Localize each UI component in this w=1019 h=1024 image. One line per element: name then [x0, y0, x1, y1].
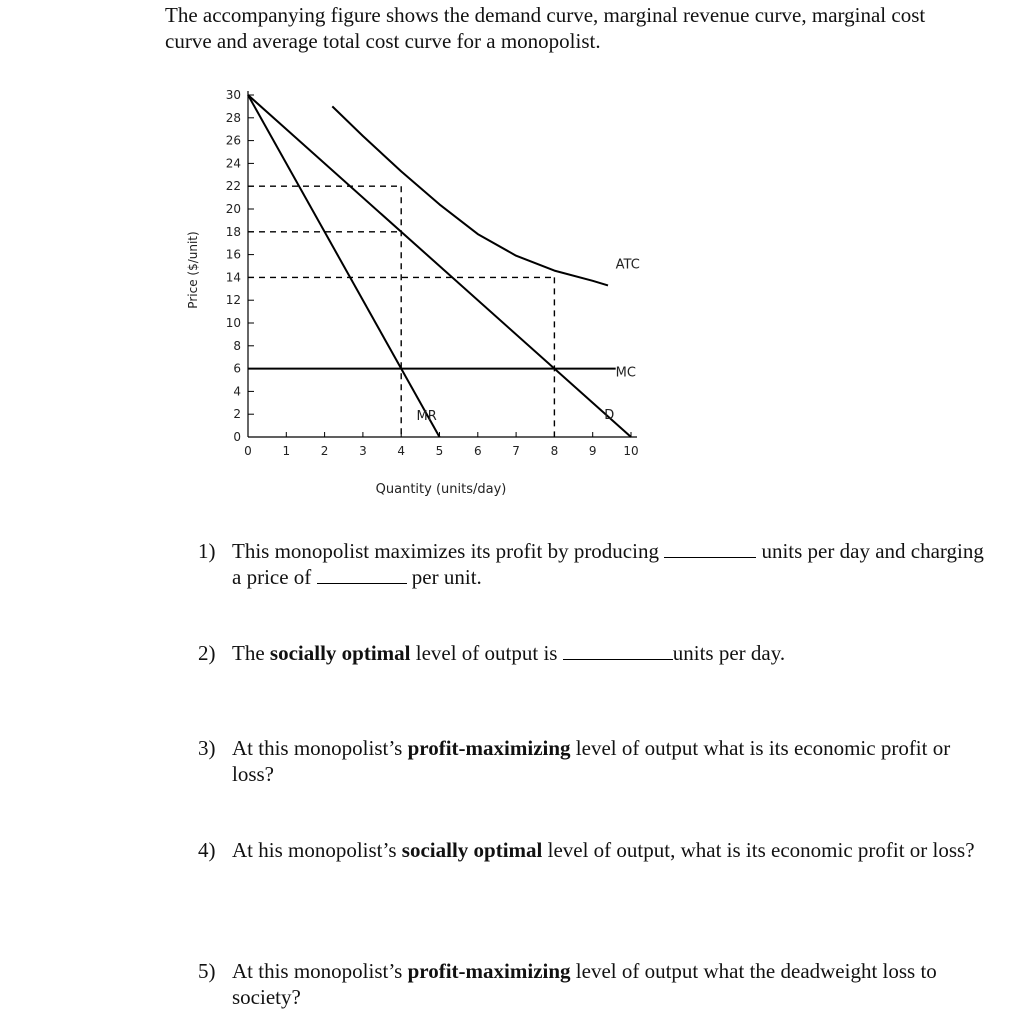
- x-tick-label: 6: [473, 444, 482, 458]
- reference-lines: [248, 186, 554, 437]
- y-tick-label: 6: [233, 361, 241, 376]
- y-tick-label: 14: [225, 270, 241, 285]
- question-text: level of output, what is its economic profit or loss?: [542, 838, 975, 862]
- question-2: [198, 640, 988, 666]
- question-number: 5): [198, 959, 216, 983]
- question-4: [198, 837, 988, 863]
- y-tick-label: 16: [225, 247, 241, 262]
- x-tick-label: 0: [244, 444, 252, 458]
- y-tick-label: 28: [225, 110, 241, 125]
- x-axis-label: Quantity (units/day): [375, 482, 507, 497]
- question-text: level of output what the deadweight loss to society?: [232, 959, 937, 1009]
- x-tick-label: 9: [588, 444, 597, 458]
- y-tick-label: 22: [225, 179, 241, 194]
- question-text: units per day.: [672, 641, 786, 665]
- curves: [248, 95, 631, 437]
- question-text: At this monopolist’s: [232, 736, 408, 760]
- question-text: per unit.: [406, 565, 482, 589]
- y-tick-label: 2: [233, 407, 241, 422]
- y-tick-label: 24: [225, 156, 241, 171]
- question-number: 3): [198, 736, 216, 760]
- x-tick-label: 1: [282, 444, 291, 458]
- series-label-d: D: [604, 407, 615, 423]
- question-text: At his monopolist’s: [232, 838, 402, 862]
- question-text: At this monopolist’s: [232, 959, 408, 983]
- question-text: The: [232, 641, 270, 665]
- answer-blank-quantity[interactable]: [664, 539, 756, 558]
- y-ticks: [226, 88, 254, 444]
- x-tick-label: 3: [359, 444, 367, 458]
- x-ticks: [244, 432, 638, 458]
- y-tick-label: 8: [233, 338, 241, 353]
- answer-blank-price[interactable]: [317, 565, 407, 584]
- x-tick-label: 2: [320, 444, 329, 458]
- y-tick-label: 10: [225, 316, 241, 330]
- question-text: level of output is: [410, 641, 563, 665]
- question-5: [198, 958, 988, 1010]
- series-label-atc: ATC: [615, 257, 640, 273]
- series-label-mc: MC: [615, 365, 636, 381]
- y-tick-label: 12: [225, 293, 241, 308]
- answer-blank-social-output[interactable]: [563, 641, 673, 660]
- bold-term: socially optimal: [401, 838, 543, 862]
- y-tick-label: 26: [225, 133, 241, 148]
- question-number: 1): [198, 539, 216, 563]
- series-labels: [417, 257, 640, 424]
- question-text: This monopolist maximizes its profit by producing: [232, 539, 665, 563]
- bold-term: profit-maximizing: [407, 736, 571, 760]
- curve-d: [248, 95, 631, 437]
- y-tick-label: 0: [233, 430, 241, 444]
- curve-mr: [248, 95, 440, 437]
- curve-atc: [332, 106, 608, 285]
- question-text: level of output what is its economic profit or loss?: [232, 736, 951, 786]
- x-tick-label: 7: [512, 444, 520, 458]
- chart-axes: [248, 91, 637, 437]
- x-tick-label: 10: [623, 444, 639, 458]
- question-3: [198, 735, 988, 787]
- question-1: [198, 538, 988, 590]
- question-text: units per day and charging a price of: [232, 539, 984, 589]
- y-tick-label: 20: [225, 202, 241, 216]
- x-tick-label: 8: [550, 444, 559, 458]
- intro-text: The accompanying figure shows the demand curve, marginal revenue curve, marginal cost curve and average total cost curve for a monopolist.: [165, 3, 926, 53]
- bold-term: socially optimal: [269, 641, 411, 665]
- x-tick-label: 4: [397, 444, 406, 458]
- y-axis-label: Price ($/unit): [186, 231, 200, 309]
- y-tick-label: 18: [225, 224, 241, 239]
- question-number: 4): [198, 838, 216, 862]
- y-tick-label: 4: [233, 384, 241, 399]
- series-label-mr: MR: [416, 408, 437, 424]
- monopoly-chart: [0, 80, 1019, 510]
- bold-term: profit-maximizing: [407, 959, 571, 983]
- question-number: 2): [198, 641, 216, 665]
- y-tick-label: 30: [225, 88, 241, 102]
- x-tick-label: 5: [435, 444, 444, 458]
